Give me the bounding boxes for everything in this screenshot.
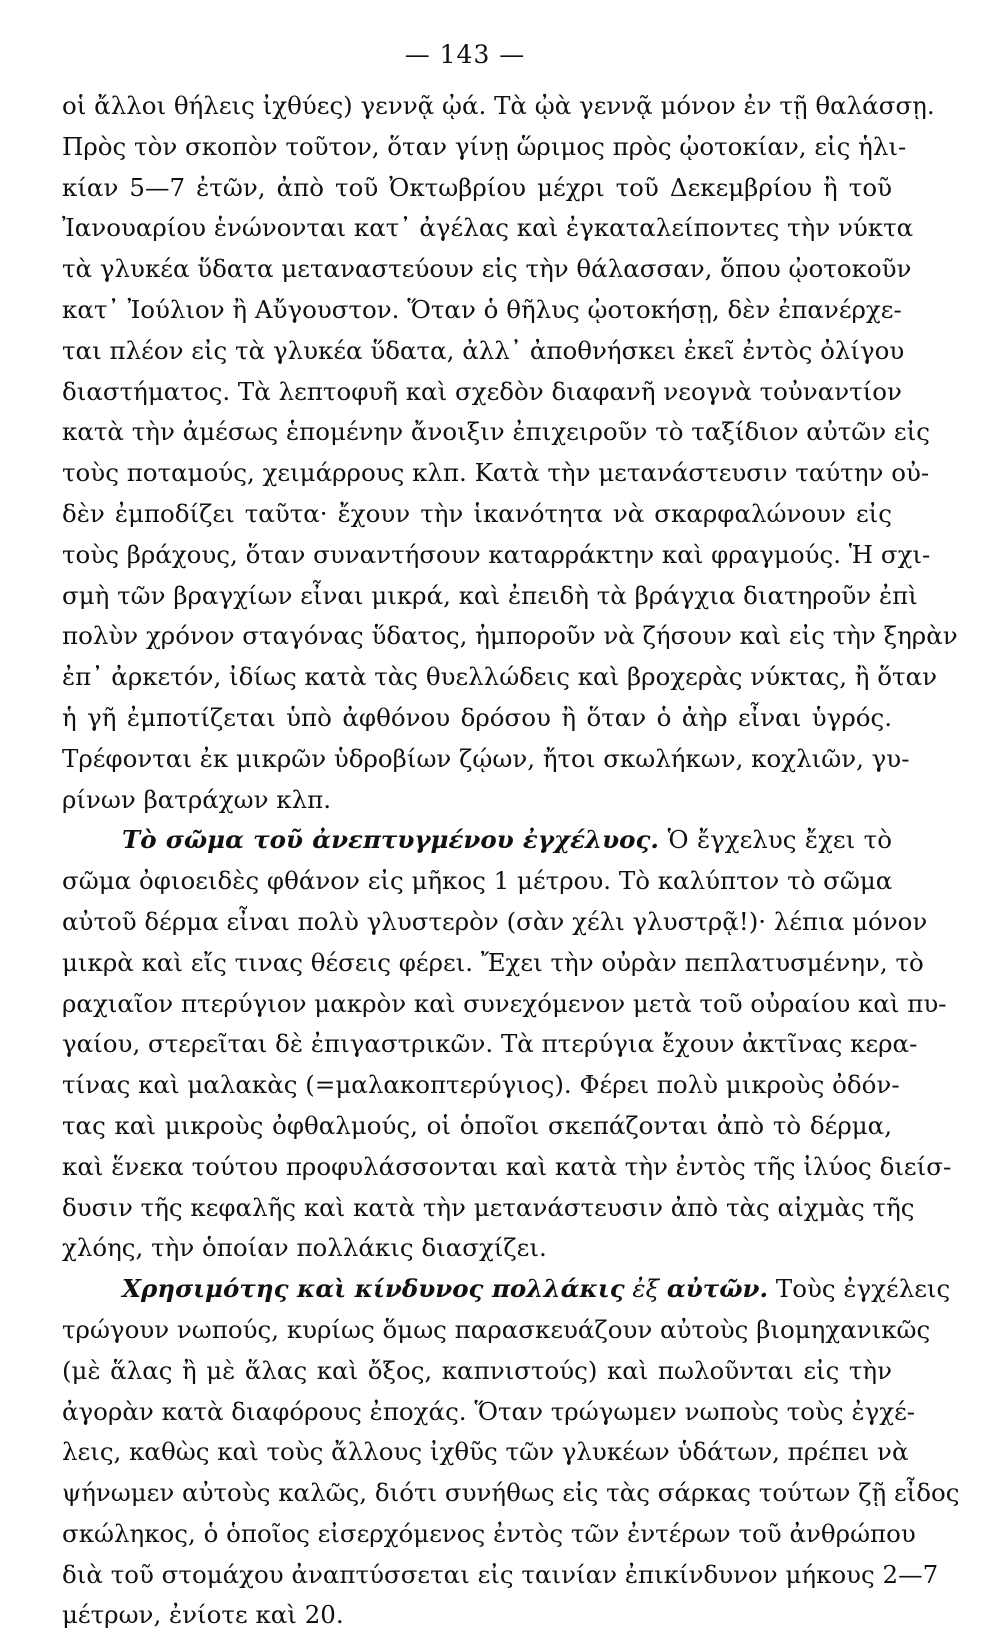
- section-first-line-text: Ὁ ἔγχελυς ἔχει τὸ: [667, 825, 892, 855]
- text-line: Τρέφονται ἐκ μικρῶν ὑδροβίων ζῴων, ἤτοι σκωλήκων, κοχλιῶν, γυ-: [62, 743, 910, 773]
- text-line: διὰ τοῦ στομάχου ἀναπτύσσεται εἰς ταινίαν ἐπικίνδυνον μήκους 2—7: [62, 1559, 939, 1589]
- text-line: κίαν 5—7 ἐτῶν, ἀπὸ τοῦ Ὀκτωβρίου μέχρι τοῦ Δεκεμβρίου ἢ τοῦ: [62, 172, 892, 202]
- text-line: Πρὸς τὸν σκοπὸν τοῦτον, ὅταν γίνῃ ὥριμος πρὸς ᾠοτοκίαν, εἰς ἡλι-: [62, 131, 907, 161]
- section-heading-usefulness: Χρησιμότης καὶ κίνδυνος πολλάκις: [122, 1274, 625, 1304]
- section-first-line: [62, 1269, 951, 1310]
- text-line: ται πλέον εἰς τὰ γλυκέα ὕδατα, ἀλλ᾽ ἀποθνήσκει ἐκεῖ ἐντὸς ὀλίγου: [62, 335, 905, 365]
- text-line: κατὰ τὴν ἀμέσως ἑπομένην ἄνοιξιν ἐπιχειροῦν τὸ ταξίδιον αὐτῶν εἰς: [62, 417, 930, 447]
- text-line: γαίου, στερεῖται δὲ ἐπιγαστρικῶν. Τὰ πτερύγια ἔχουν ἀκτῖνας κερα-: [62, 1029, 918, 1059]
- text-line: τὰ γλυκέα ὕδατα μεταναστεύουν εἰς τὴν θάλασσαν, ὅπου ᾠοτοκοῦν: [62, 254, 912, 284]
- text-line: λεις, καθὼς καὶ τοὺς ἄλλους ἰχθῦς τῶν γλυκέων ὑδάτων, πρέπει νὰ: [62, 1437, 909, 1467]
- text-line: ψήνωμεν αὐτοὺς καλῶς, διότι συνήθως εἰς τὰς σάρκας τούτων ζῇ εἶδος: [62, 1478, 960, 1508]
- text-line: δυσιν τῆς κεφαλῆς καὶ κατὰ τὴν μετανάστευσιν ἀπὸ τὰς αἰχμὰς τῆς: [62, 1192, 915, 1222]
- section-first-line: [62, 820, 892, 861]
- text-line: κατ᾽ Ἰούλιον ἢ Αὔγουστον. Ὅταν ὁ θῆλυς ᾠοτοκήσῃ, δὲν ἐπανέρχε-: [62, 294, 902, 324]
- text-line: τρώγουν νωπούς, κυρίως ὅμως παρασκευάζουν αὐτοὺς βιομηχανικῶς: [62, 1314, 931, 1344]
- text-line: αὐτοῦ δέρμα εἶναι πολὺ γλυστερὸν (σὰν χέλι γλυστρᾷ!)· λέπια μόνον: [62, 906, 928, 936]
- text-line: τας καὶ μικροὺς ὀφθαλμούς, οἱ ὁποῖοι σκεπάζονται ἀπὸ τὸ δέρμα,: [62, 1110, 892, 1140]
- text-line: οἱ ἄλλοι θήλεις ἰχθύες) γεννᾷ ᾠά. Τὰ ᾠὰ γεννᾷ μόνον ἐν τῇ θαλάσσῃ.: [62, 91, 935, 120]
- text-line: ρίνων βατράχων κλπ.: [62, 784, 332, 814]
- text-line: μικρὰ καὶ εἴς τινας θέσεις φέρει. Ἔχει τὴν οὐρὰν πεπλατυσμένην, τὸ: [62, 947, 924, 977]
- text-line: ἐπ᾽ ἀρκετόν, ἰδίως κατὰ τὰς θυελλώδεις καὶ βροχερὰς νύκτας, ἢ ὅταν: [62, 662, 938, 692]
- section-heading-usefulness-end: αὐτῶν.: [666, 1274, 769, 1304]
- section-heading-body: Τὸ σῶμα τοῦ ἀνεπτυγμένου ἐγχέλυος.: [122, 825, 659, 855]
- text-line: ραχιαῖον πτερύγιον μακρὸν καὶ συνεχόμενον μετὰ τοῦ οὐραίου καὶ πυ-: [62, 988, 947, 1018]
- section-first-line-text: Τοὺς ἐγχέλεις: [775, 1274, 951, 1304]
- text-line: σῶμα ὀφιοειδὲς φθάνον εἰς μῆκος 1 μέτρου. Τὸ καλύπτον τὸ σῶμα: [62, 866, 893, 896]
- text-line: καὶ ἕνεκα τούτου προφυλάσσονται καὶ κατὰ τὴν ἐντὸς τῆς ἰλύος διείσ-: [62, 1151, 952, 1181]
- text-line: χλόης, τὴν ὁποίαν πολλάκις διασχίζει.: [62, 1233, 547, 1263]
- text-line: διαστήματος. Τὰ λεπτοφυῆ καὶ σχεδὸν διαφανῆ νεογνὰ τοὐναντίον: [62, 376, 902, 406]
- text-line: τοὺς βράχους, ὅταν συναντήσουν καταρράκτην καὶ φραγμούς. Ἡ σχι-: [62, 539, 931, 569]
- page-number: — 143 —: [404, 40, 526, 69]
- text-line: σκώληκος, ὁ ὁποῖος εἰσερχόμενος ἐντὸς τῶν ἐντέρων τοῦ ἀνθρώπου: [62, 1518, 916, 1548]
- text-line: δὲν ἐμποδίζει ταῦτα· ἔχουν τὴν ἱκανότητα νὰ σκαρφαλώνουν εἰς: [62, 498, 892, 528]
- text-line: σμὴ τῶν βραγχίων εἶναι μικρά, καὶ ἐπειδὴ τὰ βράγχια διατηροῦν ἐπὶ: [62, 580, 918, 610]
- text-line: μέτρων, ἐνίοτε καὶ 20.: [62, 1600, 344, 1630]
- text-line: (μὲ ἅλας ἢ μὲ ἅλας καὶ ὄξος, καπνιστούς) καὶ πωλοῦνται εἰς τὴν: [62, 1355, 892, 1385]
- text-line: τίνας καὶ μαλακὰς (=μαλακοπτερύγιος). Φέρει πολὺ μικροὺς ὀδόν-: [62, 1070, 900, 1100]
- text-line: τοὺς ποταμούς, χειμάρρους κλπ. Κατὰ τὴν μετανάστευσιν ταύτην οὐ-: [62, 458, 930, 488]
- text-line: ἡ γῆ ἐμποτίζεται ὑπὸ ἀφθόνου δρόσου ἢ ὅταν ὁ ἀὴρ εἶναι ὑγρός.: [62, 702, 892, 732]
- body-text: [62, 86, 960, 1636]
- text-line: ἀγορὰν κατὰ διαφόρους ἐποχάς. Ὅταν τρώγωμεν νωποὺς τοὺς ἐγχέ-: [62, 1396, 916, 1426]
- section-heading-usefulness-part: ἐξ: [632, 1274, 660, 1304]
- text-line: πολὺν χρόνον σταγόνας ὕδατος, ἠμποροῦν νὰ ζήσουν καὶ εἰς τὴν ξηρὰν: [62, 621, 958, 651]
- text-line: Ἰανουαρίου ἑνώνονται κατ᾽ ἀγέλας καὶ ἐγκαταλείποντες τὴν νύκτα: [62, 213, 914, 243]
